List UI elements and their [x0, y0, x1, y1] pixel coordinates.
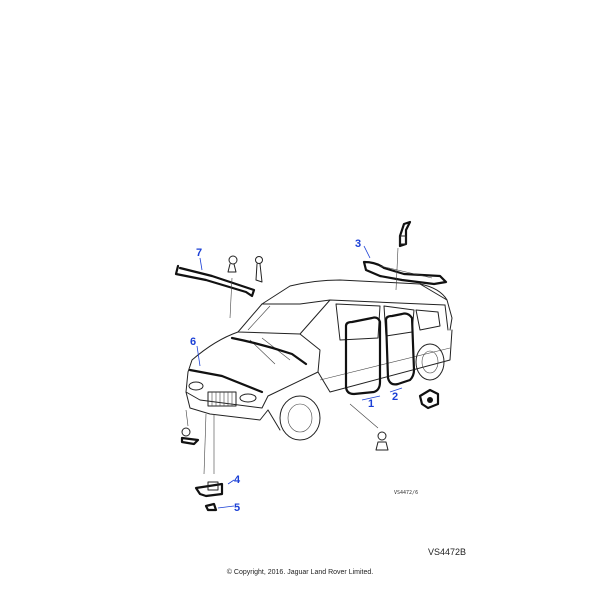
bonnet-seal-profile-icon [182, 428, 198, 444]
seal-clip-icon [400, 222, 410, 246]
bonnet-seal [232, 338, 306, 364]
trim-clip-icon [256, 257, 263, 283]
callout-7: 7 [196, 247, 203, 259]
copyright-notice: © Copyright, 2016. Jaguar Land Rover Limited. [226, 569, 374, 576]
car-illustration [186, 280, 452, 440]
push-clip-icon [206, 504, 216, 510]
callout-4: 4 [234, 474, 241, 486]
callout-1: 1 [368, 398, 375, 410]
callout-5: 5 [234, 502, 241, 514]
retainer-clip-icon [228, 256, 237, 272]
grille-clip-icon [196, 482, 222, 496]
reference-code: VS4472B [428, 547, 467, 557]
rear-window-seal [364, 262, 446, 284]
callout-3: 3 [355, 238, 362, 250]
callout-2: 2 [392, 391, 399, 403]
door-seal-clip-icon [376, 432, 388, 450]
diagram-code: VS4472/6 [394, 490, 419, 496]
windscreen-seal [176, 266, 254, 296]
front-door-seal [346, 318, 380, 395]
grille [208, 392, 236, 406]
retainer-profile-icon [420, 390, 438, 408]
callout-6: 6 [190, 336, 197, 348]
